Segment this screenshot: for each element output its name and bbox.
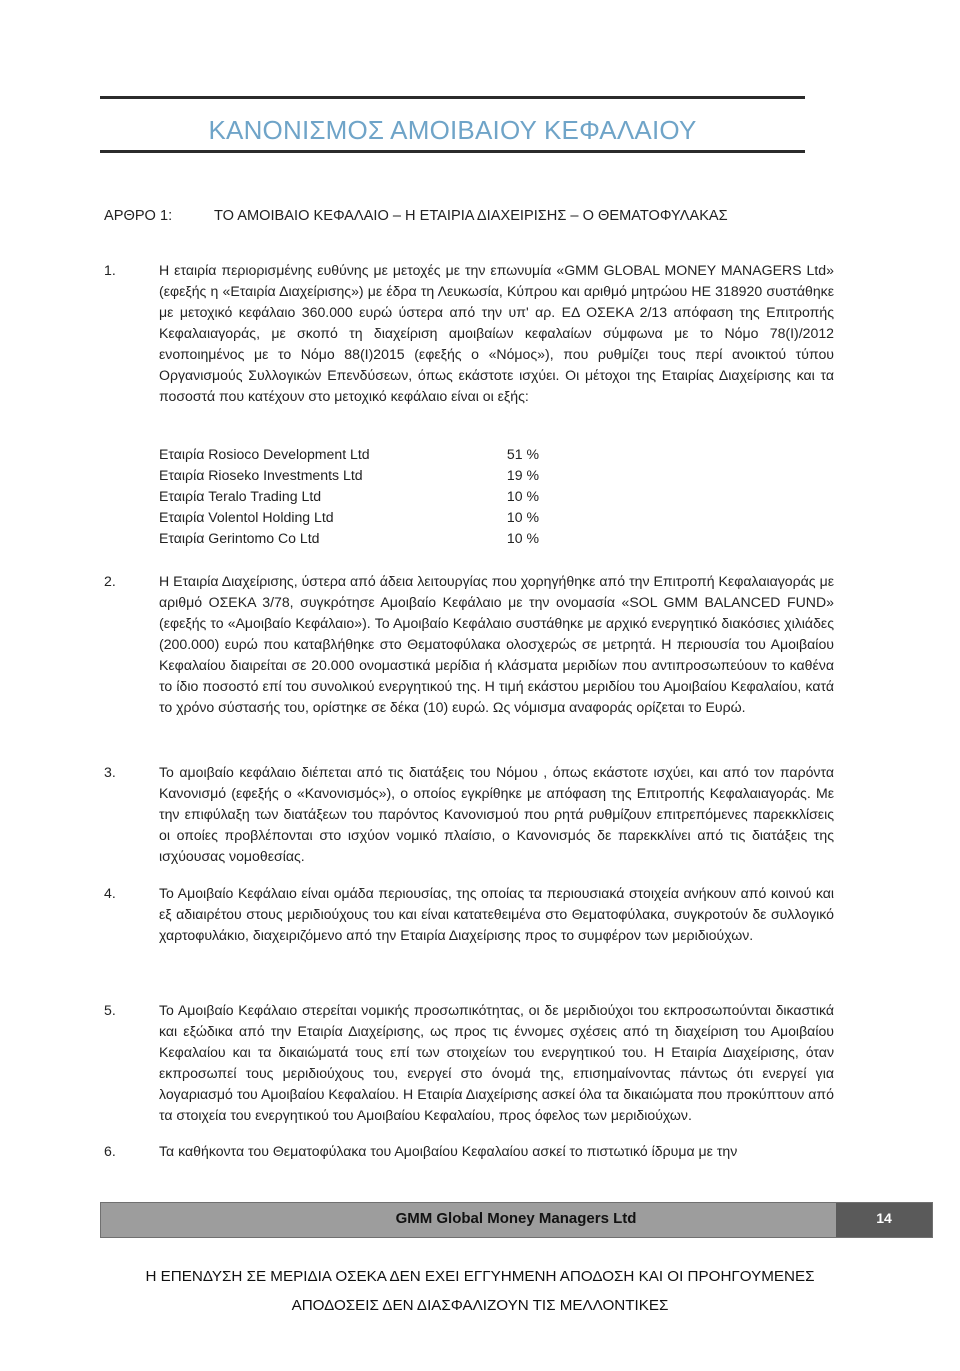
paragraph-text: Το Αμοιβαίο Κεφάλαιο στερείται νομικής προσωπικότητας, οι δε μεριδιούχοι του εκπροσωπούνται δικαστικά και εξώδικα από την Εταιρία Διαχείρισης, ως προς τις έννομες σχέσεις από τη διαχείριση του Αμοιβαίου Κεφαλαίου και τα δικαιώματά τους επί των στοιχείων του ενεργητικού του. Η Εταιρία Διαχείρισης, όταν εκπροσωπεί τους μεριδιούχους του, ενεργεί στο όνομά της, επισημαίνοντας πάντως ότι ενεργεί για λογαριασμό του Αμοιβαίου Κεφαλαίου. Η Εταιρία Διαχείρισης ασκεί όλα τα δικαιώματα που προκύπτουν από τα στοιχεία του ενεργητικού του Αμοιβαίου Κεφαλαίου, προς όφελος των μεριδιούχων. xyxy=(159,1002,834,1123)
paragraph-number: 5. xyxy=(104,1002,116,1018)
paragraph-number: 4. xyxy=(104,885,116,901)
shareholder-percent: 10 % xyxy=(506,530,539,546)
footer-company-name: GMM Global Money Managers Ltd xyxy=(395,1210,637,1227)
shareholder-row xyxy=(159,486,539,507)
paragraph-number: 6. xyxy=(104,1143,116,1159)
document-title: ΚΑΝΟΝΙΣΜΟΣ ΑΜΟΙΒΑΙΟΥ ΚΕΦΑΛΑΙΟΥ xyxy=(208,115,697,145)
paragraph-text: Το αμοιβαίο κεφάλαιο διέπεται από τις διατάξεις του Νόμου , όπως εκάστοτε ισχύει, και από τον παρόντα Κανονισμό (εφεξής ο «Κανονισμός»), ο οποίος εγκρίθηκε με απόφαση της Επιτροπής Κεφαλαιαγοράς. Με την επιφύλαξη των διατάξεων του παρόντος Κανονισμού που ρητά ρυθμίζουν επιτρεπόμενες παρεκκλίσεις οι οποίες προβλέπονται στο ισχύον νομικό πλαίσιο, ο Κανονισμός δε παρεκκλίνει από τις διατάξεις της ισχύουσας νομοθεσίας. xyxy=(159,764,834,864)
article-number: ΑΡΘΡΟ 1: xyxy=(104,208,173,224)
top-rule xyxy=(100,96,805,99)
shareholder-name: Εταιρία Gerintomo Co Ltd xyxy=(159,530,320,546)
disclaimer xyxy=(100,1262,860,1320)
shareholder-name: Εταιρία Teralo Trading Ltd xyxy=(159,488,322,504)
shareholder-percent: 19 % xyxy=(506,467,539,483)
footer-bar xyxy=(100,1202,933,1238)
paragraph-text: Τα καθήκοντα του Θεματοφύλακα του Αμοιβαίου Κεφαλαίου ασκεί το πιστωτικό ίδρυμα με την xyxy=(159,1143,738,1159)
disclaimer-line-2: ΑΠΟΔΟΣΕΙΣ ΔΕΝ ΔΙΑΣΦΑΛΙΖΟΥΝ ΤΙΣ ΜΕΛΛΟΝΤΙΚΕΣ xyxy=(291,1297,669,1314)
paragraph-number: 2. xyxy=(104,573,116,589)
shareholder-row xyxy=(159,528,539,549)
paragraph-text: Το Αμοιβαίο Κεφάλαιο είναι ομάδα περιουσίας, της οποίας τα περιουσιακά στοιχεία ανήκουν από κοινού και εξ αδιαιρέτου στους μεριδιούχους του και είναι κατατεθειμένα στο Θεματοφύλακα, συγκροτούν δε συλλογικό χαρτοφυλάκιο, διαχειριζόμενο από την Εταιρία Διαχείρισης προς το συμφέρον των μεριδιούχων. xyxy=(159,885,834,943)
paragraph-number: 3. xyxy=(104,764,116,780)
shareholders-table xyxy=(159,444,539,549)
shareholder-name: Εταιρία Rosioco Development Ltd xyxy=(159,446,370,462)
shareholder-percent: 51 % xyxy=(506,446,539,462)
title-rule xyxy=(100,150,805,153)
shareholder-percent: 10 % xyxy=(506,488,539,504)
shareholder-row xyxy=(159,465,539,486)
paragraph-text: Η Εταιρία Διαχείρισης, ύστερα από άδεια λειτουργίας που χορηγήθηκε από την Επιτροπή Κεφαλαιαγοράς με αριθμό ΟΣΕΚΑ 3/78, συγκρότησε Αμοιβαίο Κεφάλαιο με την ονομασία «SOL GMM BALANCED FUND» (εφεξής το «Αμοιβαίο Κεφάλαιο»). Το Αμοιβαίο Κεφάλαιο συστάθηκε με αρχικό ενεργητικό διακόσιες χιλιάδες (200.000) ευρώ που καταβλήθηκε στο Θεματοφύλακα ολοσχερώς σε μετρητά. Η περιουσία του Αμοιβαίου Κεφαλαίου διαιρείται σε 20.000 ονομαστικά μερίδια ή κλάσματα μεριδίων που αντιπροσωπεύουν το καθένα το ίδιο ποσοστό επί του συνολικού ενεργητικού της. Η τιμή εκάστου μεριδίου του Αμοιβαίου Κεφαλαίου, κατά το χρόνο σύστασής του, ορίστηκε σε δέκα (10) ευρώ. Ως νόμισμα αναφοράς ορίζεται το Ευρώ. xyxy=(159,573,834,715)
paragraph-text: Η εταιρία περιορισμένης ευθύνης με μετοχές με την επωνυμία «GMM GLOBAL MONEY MANAGERS Ltd» (εφεξής η «Εταιρία Διαχείρισης») με έδρα τη Λευκωσία, Κύπρου και αριθμό μητρώου ΗΕ 318920 συστάθηκε με μετοχικό κεφάλαιο 360.000 ευρώ ύστερα από την υπ' αρ. ΕΔ ΟΣΕΚΑ 2/13 απόφαση της Επιτροπής Κεφαλαιαγοράς, με σκοπό τη διαχείριση αμοιβαίων κεφαλαίων σύμφωνα με το Νόμο 78(Ι)/2012 ενοποιημένος με το Νόμο 88(Ι)2015 (εφεξής ο «Νόμος»), που ρυθμίζει τους περί ανοικτού τύπου Οργανισμούς Συλλογικών Επενδύσεων, όπως εκάστοτε ισχύει. Οι μέτοχοι της Εταιρίας Διαχείρισης και τα ποσοστά που κατέχουν στο μετοχικό κεφάλαιο είναι οι εξής: xyxy=(159,262,834,404)
shareholder-percent: 10 % xyxy=(506,509,539,525)
shareholder-row xyxy=(159,507,539,528)
article-heading xyxy=(104,208,728,224)
page-number: 14 xyxy=(836,1203,932,1237)
article-title: ΤΟ ΑΜΟΙΒΑΙΟ ΚΕΦΑΛΑΙΟ – Η ΕΤΑΙΡΙΑ ΔΙΑΧΕΙΡΙΣΗΣ – Ο ΘΕΜΑΤΟΦΥΛΑΚΑΣ xyxy=(214,208,728,224)
disclaimer-line-1: Η ΕΠΕΝΔΥΣΗ ΣΕ ΜΕΡΙΔΙΑ ΟΣΕΚΑ ΔΕΝ ΕΧΕΙ ΕΓΓΥΗΜΕΝΗ ΑΠΟΔΟΣΗ ΚΑΙ ΟΙ ΠΡΟΗΓΟΥΜΕΝΕΣ xyxy=(145,1268,815,1285)
shareholder-name: Εταιρία Rioseko Investments Ltd xyxy=(159,467,363,483)
shareholder-row xyxy=(159,444,539,465)
paragraph-number: 1. xyxy=(104,262,116,278)
shareholder-name: Εταιρία Volentol Holding Ltd xyxy=(159,509,334,525)
